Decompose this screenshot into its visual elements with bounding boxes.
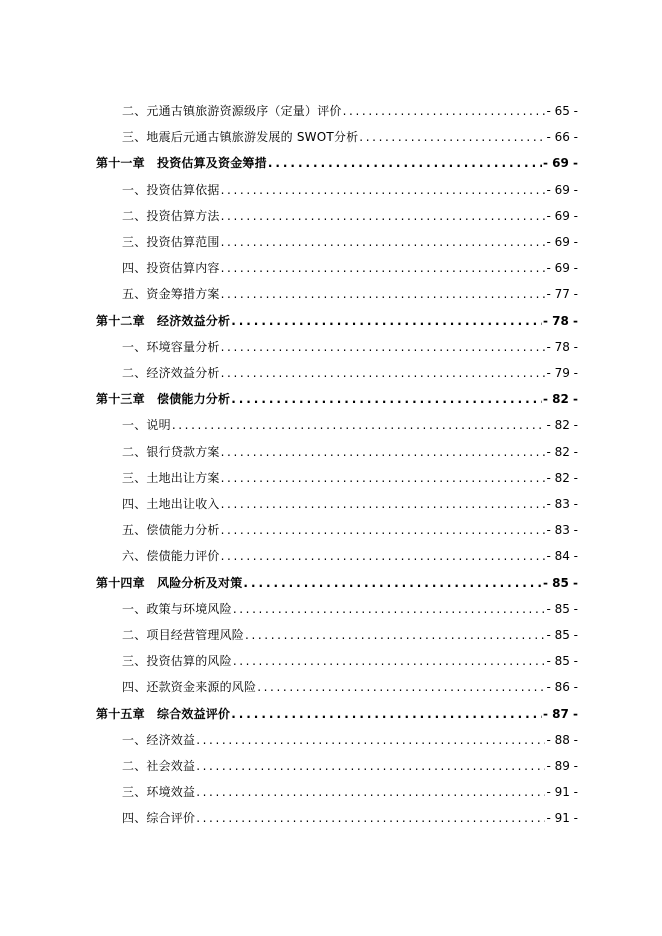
chapter-title: 第十一章 投资估算及资金筹措 xyxy=(96,156,267,170)
section-title: 一、环境容量分析 xyxy=(122,340,220,354)
page-number: - 69 - xyxy=(546,183,578,197)
toc-section-entry[interactable] xyxy=(122,756,578,774)
dot-leader xyxy=(343,103,546,119)
toc-section-entry[interactable] xyxy=(122,677,578,695)
section-title: 二、社会效益 xyxy=(122,759,196,773)
page-number: - 69 - xyxy=(546,261,578,275)
dot-leader xyxy=(221,208,546,224)
toc-section-entry[interactable] xyxy=(122,599,578,617)
dot-leader xyxy=(196,732,545,748)
toc-section-entry[interactable] xyxy=(122,127,578,145)
dot-leader xyxy=(245,627,545,643)
dot-leader xyxy=(221,496,546,512)
section-title: 一、投资估算依据 xyxy=(122,183,220,197)
toc-section-entry[interactable] xyxy=(122,808,578,826)
toc-section-entry[interactable] xyxy=(122,284,578,302)
section-title: 二、投资估算方法 xyxy=(122,209,220,223)
toc-section-entry[interactable] xyxy=(122,651,578,669)
page-number: - 87 - xyxy=(542,707,578,721)
section-title: 四、综合评价 xyxy=(122,811,196,825)
page-number: - 91 - xyxy=(546,811,578,825)
dot-leader xyxy=(231,391,542,407)
dot-leader xyxy=(221,182,546,198)
toc-section-entry[interactable] xyxy=(122,337,578,355)
dot-leader xyxy=(221,470,546,486)
page-number: - 86 - xyxy=(546,680,578,694)
chapter-title: 第十五章 综合效益评价 xyxy=(96,707,231,721)
dot-leader xyxy=(196,810,545,826)
dot-leader xyxy=(359,129,545,145)
page-number: - 85 - xyxy=(546,628,578,642)
page-number: - 85 - xyxy=(546,654,578,668)
dot-leader xyxy=(221,234,546,250)
toc-section-entry[interactable] xyxy=(122,546,578,564)
section-title: 二、项目经营管理风险 xyxy=(122,628,245,642)
section-title: 三、地震后元通古镇旅游发展的 SWOT分析 xyxy=(122,130,359,144)
page-number: - 82 - xyxy=(542,392,578,406)
dot-leader xyxy=(221,260,546,276)
toc-section-entry[interactable] xyxy=(122,625,578,643)
toc-section-entry[interactable] xyxy=(122,468,578,486)
section-title: 三、土地出让方案 xyxy=(122,471,220,485)
section-title: 二、银行贷款方案 xyxy=(122,445,220,459)
toc-section-entry[interactable] xyxy=(122,101,578,119)
toc-section-entry[interactable] xyxy=(122,782,578,800)
page-number: - 82 - xyxy=(546,418,578,432)
page-number: - 78 - xyxy=(546,340,578,354)
dot-leader xyxy=(196,784,545,800)
section-title: 一、经济效益 xyxy=(122,733,196,747)
section-title: 五、偿债能力分析 xyxy=(122,523,220,537)
toc-section-entry[interactable] xyxy=(122,494,578,512)
section-title: 四、还款资金来源的风险 xyxy=(122,680,257,694)
page-number: - 69 - xyxy=(546,209,578,223)
chapter-title: 第十四章 风险分析及对策 xyxy=(96,576,243,590)
section-title: 二、元通古镇旅游资源级序（定量）评价 xyxy=(122,104,342,118)
dot-leader xyxy=(221,548,546,564)
toc-chapter-entry[interactable] xyxy=(96,389,578,407)
toc-section-entry[interactable] xyxy=(122,520,578,538)
page-number: - 89 - xyxy=(546,759,578,773)
dot-leader xyxy=(268,155,542,171)
section-title: 一、说明 xyxy=(122,418,171,432)
page-number: - 79 - xyxy=(546,366,578,380)
section-title: 四、投资估算内容 xyxy=(122,261,220,275)
section-title: 四、土地出让收入 xyxy=(122,497,220,511)
dot-leader xyxy=(172,417,546,433)
toc-section-entry[interactable] xyxy=(122,363,578,381)
page-number: - 77 - xyxy=(546,287,578,301)
page-number: - 85 - xyxy=(542,576,578,590)
dot-leader xyxy=(221,522,546,538)
page-number: - 82 - xyxy=(546,445,578,459)
page-number: - 69 - xyxy=(542,156,578,170)
section-title: 三、环境效益 xyxy=(122,785,196,799)
section-title: 二、经济效益分析 xyxy=(122,366,220,380)
page-number: - 65 - xyxy=(546,104,578,118)
page-number: - 66 - xyxy=(546,130,578,144)
chapter-title: 第十二章 经济效益分析 xyxy=(96,314,231,328)
section-title: 一、政策与环境风险 xyxy=(122,602,232,616)
dot-leader xyxy=(221,286,546,302)
page-number: - 78 - xyxy=(542,314,578,328)
toc-section-entry[interactable] xyxy=(122,730,578,748)
page-number: - 88 - xyxy=(546,733,578,747)
page-number: - 83 - xyxy=(546,523,578,537)
toc-chapter-entry[interactable] xyxy=(96,704,578,722)
dot-leader xyxy=(231,706,542,722)
dot-leader xyxy=(231,313,542,329)
section-title: 六、偿债能力评价 xyxy=(122,549,220,563)
toc-chapter-entry[interactable] xyxy=(96,573,578,591)
section-title: 五、资金筹措方案 xyxy=(122,287,220,301)
page-number: - 69 - xyxy=(546,235,578,249)
toc-chapter-entry[interactable] xyxy=(96,153,578,171)
dot-leader xyxy=(233,653,546,669)
dot-leader xyxy=(221,444,546,460)
dot-leader xyxy=(221,365,546,381)
toc-section-entry[interactable] xyxy=(122,232,578,250)
chapter-title: 第十三章 偿债能力分析 xyxy=(96,392,231,406)
dot-leader xyxy=(233,601,546,617)
page-number: - 85 - xyxy=(546,602,578,616)
toc-section-entry[interactable] xyxy=(122,206,578,224)
toc-section-entry[interactable] xyxy=(122,442,578,460)
dot-leader xyxy=(196,758,545,774)
dot-leader xyxy=(257,679,545,695)
toc-section-entry[interactable] xyxy=(122,180,578,198)
page-number: - 91 - xyxy=(546,785,578,799)
dot-leader xyxy=(243,575,542,591)
dot-leader xyxy=(221,339,546,355)
page-number: - 84 - xyxy=(546,549,578,563)
toc-section-entry[interactable] xyxy=(122,415,578,433)
page-number: - 83 - xyxy=(546,497,578,511)
section-title: 三、投资估算的风险 xyxy=(122,654,232,668)
page-number: - 82 - xyxy=(546,471,578,485)
toc-section-entry[interactable] xyxy=(122,258,578,276)
section-title: 三、投资估算范围 xyxy=(122,235,220,249)
toc-chapter-entry[interactable] xyxy=(96,311,578,329)
